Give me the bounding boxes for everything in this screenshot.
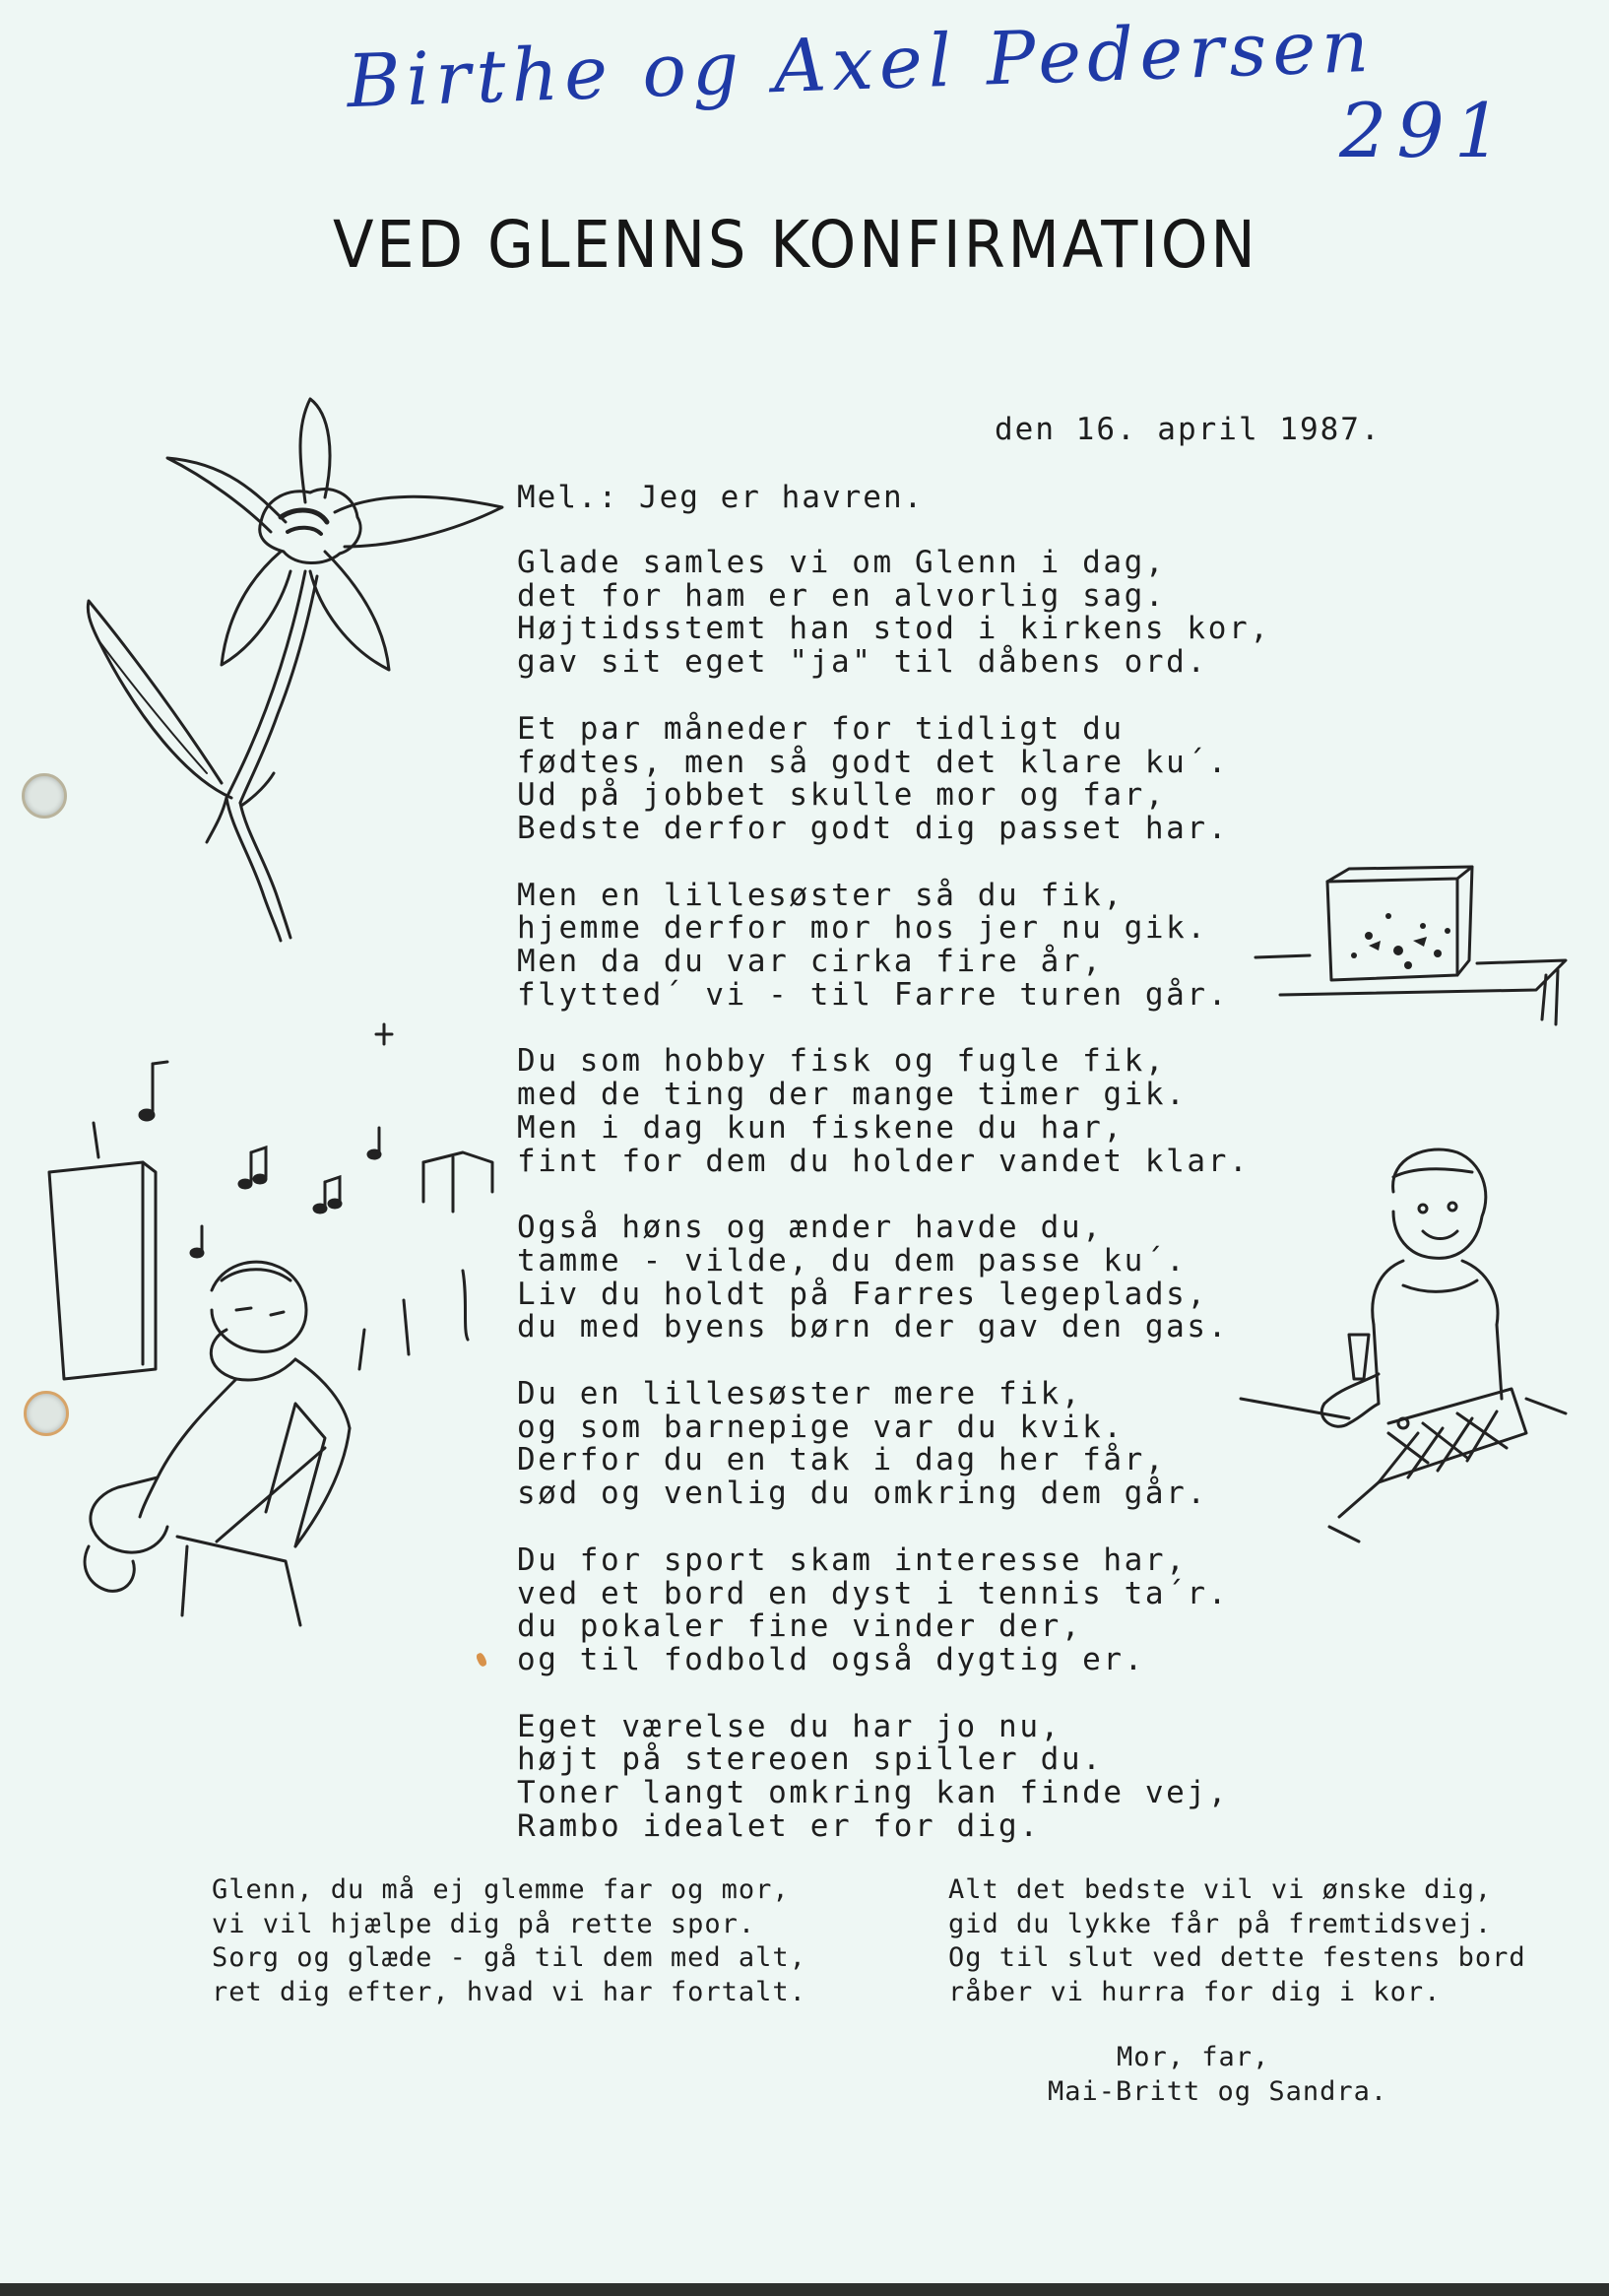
table-tennis-boy-illustration [1231,1138,1605,1571]
verse-6 [517,1378,1271,1511]
verse-line: Rambo idealet er for dig. [517,1807,1041,1844]
daffodil-illustration [59,384,512,955]
closing-line: ret dig efter, hvad vi har fortalt. [212,1976,806,2007]
boy-with-music-illustration [30,1015,512,1645]
verse-line: gav sit eget "ja" til dåbens ord. [517,644,1208,681]
verse-3 [517,877,1271,1013]
verse-line: Liv du holdt på Farres legeplads, [517,1276,1208,1312]
handwritten-number: 291 [1339,87,1512,174]
verse-line: det for ham er en alvorlig sag. [517,577,1167,614]
verse-7 [517,1544,1271,1677]
verse-line: Men i dag kun fiskene du har, [517,1109,1125,1146]
verse-4 [517,1045,1271,1178]
verse-line: Eget værelse du har jo nu, [517,1708,1062,1744]
verse-line: Du som hobby fisk og fugle fik, [517,1043,1167,1080]
verse-line: Men da du var cirka fire år, [517,944,1104,980]
closing-verse-right [948,1873,1526,2009]
verse-line: ved et bord en dyst i tennis ta´r. [517,1575,1229,1611]
signature-line: Mor, far, [1117,2042,1270,2072]
page-title: VED GLENNS KONFIRMATION [333,207,1258,283]
verse-line: Højtidsstemt han stod i kirkens kor, [517,611,1271,647]
verse-line: du med byens børn der gav den gas. [517,1309,1229,1345]
verse-line: og som barnepige var du kvik. [517,1409,1125,1445]
verse-line: sød og venlig du omkring dem går. [517,1476,1208,1512]
verse-line: du pokaler fine vinder der, [517,1608,1083,1645]
verse-5 [517,1212,1271,1345]
verse-line: Toner langt omkring kan finde vej, [517,1775,1229,1811]
verse-line: Derfor du en tak i dag her får, [517,1442,1167,1478]
verse-line: hjemme derfor mor hos jer nu gik. [517,910,1208,947]
closing-line: vi vil hjælpe dig på rette spor. [212,1908,756,1939]
aquarium-illustration [1251,857,1585,1044]
closing-line: Alt det bedste vil vi ønske dig, [948,1874,1493,1905]
signature [1048,2041,1387,2109]
verse-line: med de ting der mange timer gik. [517,1077,1188,1113]
verse-1 [517,547,1271,680]
verse-line: og til fodbold også dygtig er. [517,1641,1145,1677]
signature-line: Mai-Britt og Sandra. [1048,2075,1388,2107]
verse-line: tamme - vilde, du dem passe ku´. [517,1242,1188,1279]
verse-line: Du en lillesøster mere fik, [517,1376,1083,1412]
closing-line: gid du lykke får på fremtidsvej. [948,1908,1493,1939]
verse-line: Et par måneder for tidligt du [517,710,1125,747]
verse-line: fødtes, men så godt det klare ku´. [517,744,1229,780]
melody-line: Mel.: Jeg er havren. [517,480,925,515]
closing-line: Sorg og glæde - gå til dem med alt, [212,1942,806,1973]
verse-2 [517,710,1271,846]
closing-line: Glenn, du må ej glemme far og mor, [212,1874,790,1905]
closing-line: råber vi hurra for dig i kor. [948,1976,1442,2007]
handwritten-names: Birthe og Axel Pedersen [345,3,1377,125]
scan-edge [0,2283,1609,2296]
date-line: den 16. april 1987. [995,412,1382,447]
verse-line: Bedste derfor godt dig passet har. [517,810,1229,846]
verse-line: Men en lillesøster så du fik, [517,877,1125,913]
verse-line: fint for dem du holder vandet klar. [517,1143,1251,1179]
closing-line: Og til slut ved dette festens bord [948,1942,1526,1973]
verse-line: Også høns og ænder havde du, [517,1210,1104,1246]
verse-line: Du for sport skam interesse har, [517,1542,1188,1578]
verse-line: Ud på jobbet skulle mor og far, [517,777,1167,814]
verse-line: Glade samles vi om Glenn i dag, [517,545,1167,580]
verse-8 [517,1708,1271,1844]
paper-stain [475,1652,487,1668]
closing-verse-left [212,1873,806,2009]
verse-line: højt på stereoen spiller du. [517,1741,1104,1778]
verse-line: flytted´ vi - til Farre turen går. [517,976,1229,1013]
song-verses [517,547,1271,1877]
